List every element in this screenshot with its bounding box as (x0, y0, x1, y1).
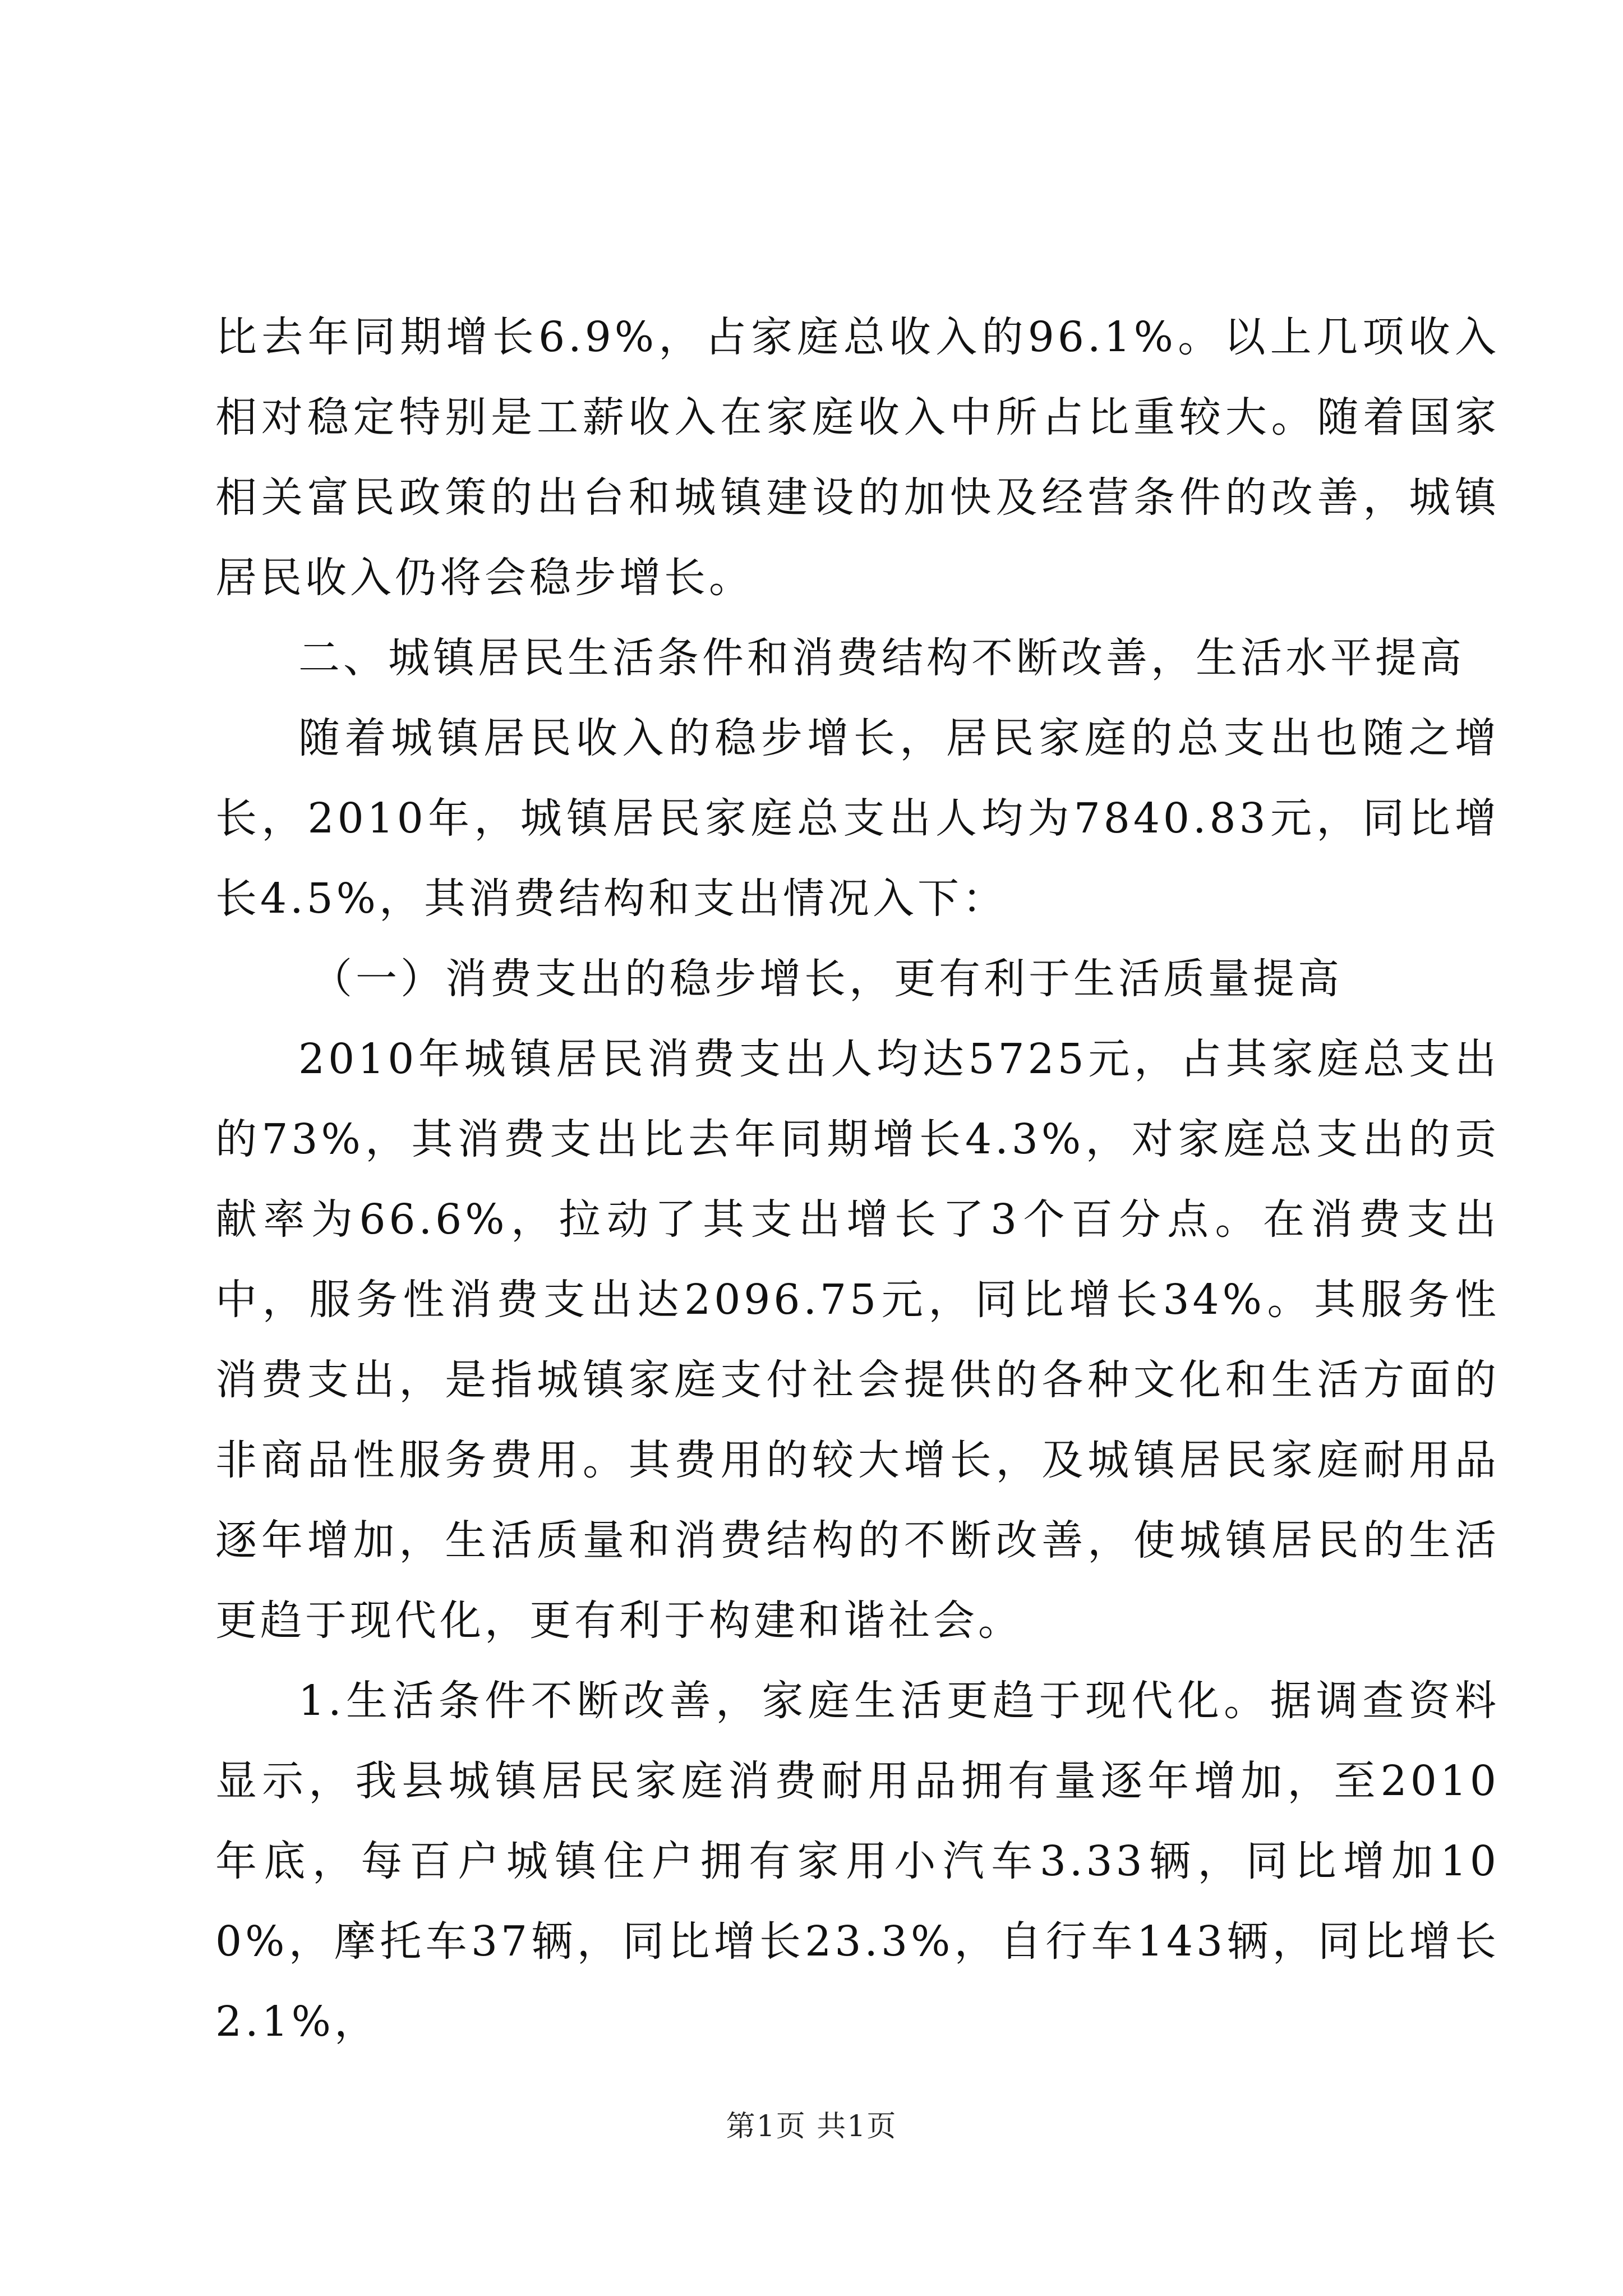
paragraph-income-continuation: 比去年同期增长6.9%，占家庭总收入的96.1%。以上几项收入相对稳定特别是工薪收入在家庭收入中所占比重较大。随着国家相关富民政策的出台和城镇建设的加快及经营条件的改善，城镇居民收入仍将会稳步增长。 (215, 313, 1500, 602)
paragraph-consumption-expenditure: 2010年城镇居民消费支出人均达5725元，占其家庭总支出的73%，其消费支出比去年同期增长4.3%，对家庭总支出的贡献率为66.6%，拉动了其支出增长了3个百分点。在消费支出中，服务性消费支出达2096.75元，同比增长34%。其服务性消费支出，是指城镇家庭支付社会提供的各种文化和生活方面的非商品性服务费用。其费用的较大增长，及城镇居民家庭耐用品逐年增加，生活质量和消费结构的不断改善，使城镇居民的生活更趋于现代化，更有利于构建和谐社会。 (215, 1035, 1500, 1645)
document-body (215, 297, 1500, 2062)
section-heading-living-conditions: 二、城镇居民生活条件和消费结构不断改善，生活水平提高 (298, 634, 1465, 682)
subsection-heading-consumption: （一）消费支出的稳步增长，更有利于生活质量提高 (311, 955, 1343, 1003)
paragraph-total-expenditure: 随着城镇居民收入的稳步增长，居民家庭的总支出也随之增长，2010年，城镇居民家庭总支出人均为7840.83元，同比增长4.5%，其消费结构和支出情况入下： (215, 714, 1500, 923)
page-footer: 第1页 共1页 (726, 2110, 897, 2143)
paragraph-durable-goods: 1.生活条件不断改善，家庭生活更趋于现代化。据调查资料显示，我县城镇居民家庭消费耐用品拥有量逐年增加，至2010年底，每百户城镇住户拥有家用小汽车3.33辆，同比增加100%，摩托车37辆，同比增长23.3%，自行车143辆，同比增长2.1%， (215, 1677, 1500, 2046)
